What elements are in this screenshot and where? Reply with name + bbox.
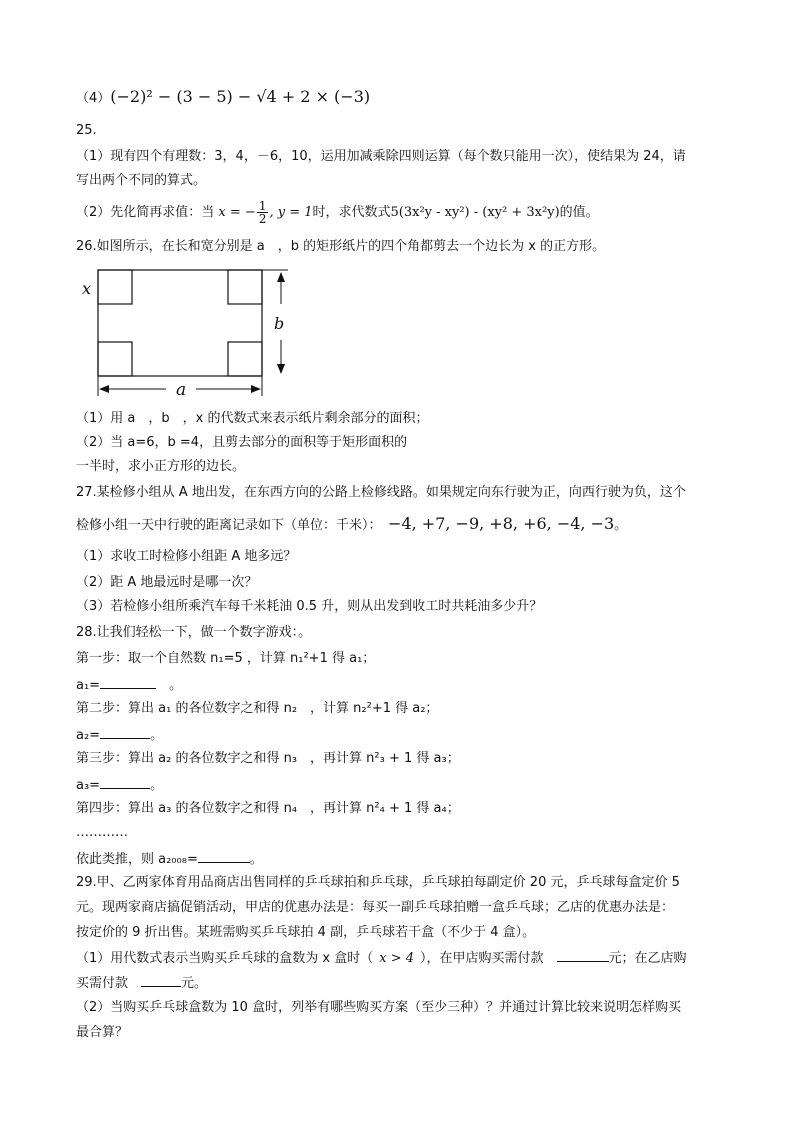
q28-step2: 第二步：算出 a₁ 的各位数字之和得 n₂ ，计算 n₂²+1 得 a₂；	[76, 701, 439, 716]
q27-part2: （2）距 A 地最远时是哪一次？	[76, 575, 258, 590]
q26-part1: （1）用 a ，b ，x 的代数式来表示纸片剩余部分的面积；	[76, 411, 429, 426]
answer-blank-a2[interactable]	[100, 726, 150, 739]
q24-item4-expression: (−2)² − (3 − 5) − √4 + 2 × (−3)	[110, 87, 371, 106]
answer-blank-a2008[interactable]	[198, 850, 250, 863]
q27-part1: （1）求收工时检修小组距 A 地多远？	[76, 549, 297, 564]
q28-stem: 28.让我们轻松一下，做一个数字游戏：。	[76, 625, 312, 640]
fraction-one-half: $\frac{1}{2}$	[258, 199, 267, 226]
answer-blank-shop-yi[interactable]	[141, 974, 181, 987]
q28-a3-line: a₃= 。	[76, 778, 164, 793]
q27-part3: （3）若检修小组所乘汽车每千米耗油 0.5 升，则从出发到收工时共耗油多少升？	[76, 599, 543, 614]
fig-label-a: a	[176, 380, 187, 400]
q26-part2-cont: 一半时，求小正方形的边长。	[76, 459, 246, 474]
answer-blank-shop-jia[interactable]	[557, 949, 609, 962]
q29-part1-cont: 买需付款 元。	[76, 976, 208, 991]
q25-part2: （2）先化简再求值：当 x = − $\frac{1}{2}$ , y = 1时，求代数式5(3x²y - xy²) - (xy² + 3x²y)的值。	[76, 199, 599, 226]
q26-part2: （2）当 a=6，b =4，且剪去部分的面积等于矩形面积的	[76, 435, 408, 450]
q28-step1: 第一步：取一个自然数 n₁=5 ，计算 n₁²+1 得 a₁；	[76, 651, 376, 666]
answer-blank-a1[interactable]	[100, 676, 156, 689]
q25-part1-cont: 写出两个不同的算式。	[76, 173, 207, 188]
q28-step3: 第三步：算出 a₂ 的各位数字之和得 n₃ ，再计算 n²₃ + 1 得 a₃；	[76, 751, 460, 766]
q27-stem-cont: 检修小组一天中行驶的距离记录如下（单位：千米）： −4, +7, −9, +8, +6, −4, −3。	[76, 514, 628, 533]
q28-a1-line: a₁= 。	[76, 678, 183, 693]
q26-stem: 26.如图所示，在长和宽分别是 a ，b 的矩形纸片的四个角都剪去一个边长为 x 的正方形。	[76, 239, 606, 254]
q28-dots: …………	[76, 825, 128, 840]
fig-label-b: b	[274, 314, 285, 333]
answer-blank-a3[interactable]	[100, 776, 150, 789]
q28-step4: 第四步：算出 a₃ 的各位数字之和得 n₄ ，再计算 n²₄ + 1 得 a₄；	[76, 801, 460, 816]
q29-stem: 29.甲、乙两家体育用品商店出售同样的乒乓球拍和乒乓球，乒乓球拍每副定价 20 元，乒乓球每盒定价 5	[76, 875, 680, 890]
q29-stem3: 按定价的 9 折出售。某班需购买乒乓球拍 4 副，乒乓球若干盒（不少于 4 盒）。	[76, 925, 536, 940]
q28-a2-line: a₂= 。	[76, 728, 164, 743]
q27-stem: 27.某检修小组从 A 地出发，在东西方向的公路上检修线路。如果规定向东行驶为正，向西行驶为负，这个	[76, 485, 686, 500]
fig-label-x: x	[82, 279, 92, 298]
q29-part2: （2）当购买乒乓球盒数为 10 盒时，列举有哪些购买方案（至少三种）？并通过计算比较来说明怎样购买	[76, 1000, 682, 1015]
rectangle-corner-cut-figure	[76, 262, 296, 402]
q29-stem2: 元。现两家商店搞促销活动，甲店的优惠办法是：每买一副乒乓球拍赠一盒乒乓球；乙店的优惠办法是：	[76, 900, 675, 915]
q25-algebraic-expression: 5(3x²y - xy²) - (xy² + 3x²y)	[390, 205, 560, 220]
q25-number: 25.	[76, 123, 97, 138]
q28-last-line: 依此类推，则 a₂₀₀₈= 。	[76, 852, 263, 867]
q27-records: −4, +7, −9, +8, +6, −4, −3	[388, 514, 615, 533]
q29-part1: （1）用代数式表示当购买乒乓球的盒数为 x 盒时（ x > 4 ），在甲店购买需付款 元；在乙店购	[76, 951, 687, 966]
q24-item4: （4）(−2)² − (3 − 5) − √4 + 2 × (−3)	[76, 87, 371, 106]
q29-part2-cont: 最合算？	[76, 1025, 129, 1040]
q29-condition: x > 4	[379, 951, 414, 966]
q25-part1: （1）现有四个有理数：3，4，－6，10，运用加减乘除四则运算（每个数只能用一次），使结果为 24，请	[76, 149, 686, 164]
